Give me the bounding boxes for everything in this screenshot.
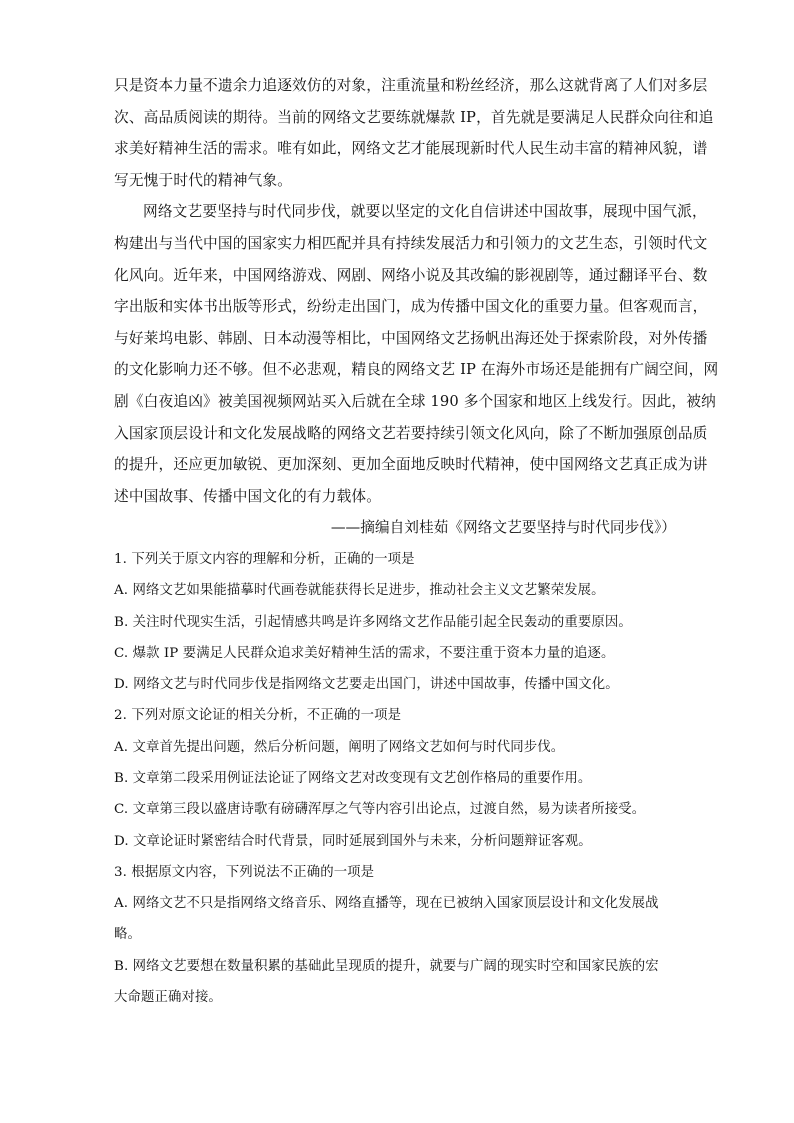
option-d — [114, 826, 680, 857]
option-text: B. 网络文艺要想在数量积累的基础此呈现质的提升，就要与广阔的现实时空和国家民族的宏 — [114, 958, 659, 974]
text-line: 化风向。近年来，中国网络游戏、网剧、网络小说及其改编的影视剧等，通过翻译平台、数 — [114, 266, 708, 284]
text-line: 次、高品质阅读的期待。当前的网络文艺要练就爆款 IP，首先就是要满足人民群众向往和追 — [114, 108, 714, 126]
option-a — [114, 575, 680, 606]
option-text: B. 文章第二段采用例证法论证了网络文艺对改变现有文艺创作格局的重要作用。 — [114, 770, 592, 786]
page-content — [114, 70, 719, 1013]
option-a — [114, 888, 680, 951]
option-text: C. 爆款 IP 要满足人民群众追求美好精神生活的需求，不要注重于资本力量的追逐。 — [114, 645, 615, 661]
option-b — [114, 607, 680, 638]
option-text: A. 网络文艺如果能描摹时代画卷就能获得长足进步，推动社会主义文艺繁荣发展。 — [114, 583, 605, 599]
option-b — [114, 951, 680, 1014]
passage-paragraph-1 — [114, 70, 714, 196]
option-text: A. 文章首先提出问题，然后分析问题，阐明了网络文艺如何与时代同步伐。 — [114, 739, 565, 755]
question-stem: 3. 根据原文内容，下列说法不正确的一项是 — [114, 864, 375, 880]
option-text: C. 文章第三段以盛唐诗歌有磅礴浑厚之气等内容引出论点，过渡自然，易为读者所接受。 — [114, 802, 646, 818]
option-text: B. 关注时代现实生活，引起情感共鸣是许多网络文艺作品能引起全民轰动的重要原因。 — [114, 614, 632, 630]
option-text: D. 网络文艺与时代同步伐是指网络文艺要走出国门，讲述中国故事，传播中国文化。 — [114, 677, 619, 693]
text-line: 的文化影响力还不够。但不必悲观，精良的网络文艺 IP 在海外市场还是能拥有广阔空间，网 — [114, 361, 719, 379]
option-c — [114, 794, 680, 825]
question-stem: 2. 下列对原文论证的相关分析，不正确的一项是 — [114, 708, 402, 724]
option-text: D. 文章论证时紧密结合时代背景，同时延展到国外与未来，分析问题辩证客观。 — [114, 833, 592, 849]
passage-paragraph-2 — [114, 196, 719, 512]
text-line: 写无愧于时代的精神气象。 — [114, 171, 293, 189]
passage-source: ——摘编自刘桂茹《网络文艺要坚持与时代同步伐》） — [330, 519, 676, 537]
text-line: 求美好精神生活的需求。唯有如此，网络文艺才能展现新时代人民生动丰富的精神风貌，谱 — [114, 140, 708, 158]
option-text: 略。 — [114, 927, 141, 943]
text-line: 网络文艺要坚持与时代同步伐，就要以坚定的文化自信讲述中国故事，展现中国气派， — [143, 203, 707, 221]
option-c — [114, 638, 680, 669]
question-1 — [114, 544, 680, 700]
option-text: 大命题正确对接。 — [114, 990, 222, 1006]
text-line: 剧《白夜追凶》被美国视频网站买入后就在全球 190 多个国家和地区上线发行。因此，被纳 — [114, 392, 716, 410]
question-stem: 1. 下列关于原文内容的理解和分析，正确的一项是 — [114, 551, 415, 567]
option-text: A. 网络文艺不只是指网络文络音乐、网络直播等，现在已被纳入国家顶层设计和文化发展战 — [114, 896, 659, 912]
text-line: 构建出与当代中国的国家实力相匹配并具有持续发展活力和引领力的文艺生态，引领时代文 — [114, 234, 708, 252]
option-d — [114, 669, 680, 700]
text-line: 的提升，还应更加敏锐、更加深刻、更加全面地反映时代精神，使中国网络文艺真正成为讲 — [114, 456, 708, 474]
text-line: 字出版和实体书出版等形式，纷纷走出国门，成为传播中国文化的重要力量。但客观而言， — [114, 298, 708, 316]
option-b — [114, 763, 680, 794]
question-3 — [114, 857, 680, 1013]
text-line: 述中国故事、传播中国文化的有力载体。 — [114, 487, 382, 505]
text-line: 入国家顶层设计和文化发展战略的网络文艺若要持续引领文化风向，除了不断加强原创品质 — [114, 424, 708, 442]
question-2 — [114, 700, 680, 856]
text-line: 与好莱坞电影、韩剧、日本动漫等相比，中国网络文艺扬帆出海还处于探索阶段，对外传播 — [114, 329, 708, 347]
text-line: 只是资本力量不遗余力追逐效仿的对象，注重流量和粉丝经济，那么这就背离了人们对多层 — [114, 77, 708, 94]
option-a — [114, 732, 680, 763]
